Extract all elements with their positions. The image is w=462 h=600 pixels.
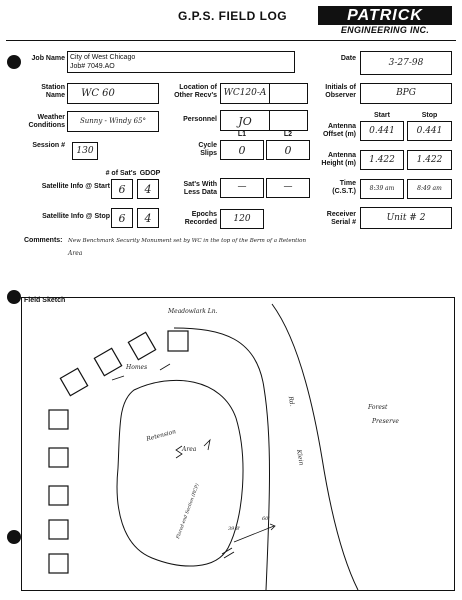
cycle-slips-label-1: Cycle	[198, 142, 217, 149]
gdop-start-value: 4	[144, 183, 152, 196]
homes-arrow-left	[112, 376, 124, 380]
flared-end-label: Flared-end Section (RCP)	[176, 483, 201, 540]
cycle-slips-l2-field[interactable]	[266, 140, 310, 160]
station-name-value: WC 60	[81, 88, 115, 99]
antenna-height-label	[312, 152, 356, 168]
antenna-offset-start-field[interactable]	[360, 121, 404, 141]
antenna-offset-stop-value: 0.441	[416, 126, 443, 136]
time-start-value: 8:39 am	[369, 185, 395, 192]
location-other-value: WC120-A	[223, 88, 267, 98]
antenna-height-start-field[interactable]	[360, 150, 404, 170]
epochs-field[interactable]	[220, 209, 264, 229]
initials-value: BPG	[396, 88, 416, 98]
house-2	[128, 332, 155, 359]
sats-less-label-2: Less Data	[183, 189, 217, 196]
antenna-offset-stop-field[interactable]	[407, 121, 452, 141]
station-name-label	[20, 84, 65, 100]
antenna-offset-label-2: Offset (m)	[322, 131, 356, 138]
comments-line1: New Benchmark Security Monument set by WC in the top of the Berm of a Retention	[68, 238, 306, 244]
gdop-header: GDOP	[139, 170, 161, 177]
form-title: G.P.S. FIELD LOG	[178, 9, 288, 23]
sat-info-start-label: Satellite Info @ Start	[41, 183, 110, 190]
sats-less-data-l2-value: —	[283, 182, 293, 192]
time-start-field[interactable]	[360, 179, 404, 199]
meadowlark-road-inner	[174, 328, 270, 590]
personnel-divider	[269, 111, 270, 130]
sats-stop-value: 6	[118, 212, 126, 225]
location-label-2: Other Recv's	[174, 92, 217, 99]
receiver-serial-field[interactable]	[360, 207, 452, 229]
job-name-field[interactable]	[67, 51, 295, 73]
forest-label-1: Forest	[368, 404, 388, 411]
receiver-label-2: Serial #	[331, 219, 356, 226]
num-sats-header: # of Sat's	[105, 170, 137, 177]
time-label-2: (C.S.T.)	[332, 188, 356, 195]
house-5	[49, 410, 68, 429]
epochs-label	[165, 211, 217, 227]
sats-start-value: 6	[118, 183, 126, 196]
location-other-field[interactable]	[220, 83, 308, 104]
sats-less-label-1: Sat's With	[183, 181, 217, 188]
personnel-value: JO	[238, 115, 252, 128]
field-sketch-area	[21, 297, 455, 591]
time-stop-field[interactable]	[407, 179, 452, 199]
field-sketch-label: Field Sketch	[24, 297, 66, 304]
weather-field[interactable]	[67, 111, 159, 132]
weather-label	[20, 114, 65, 130]
initials-label-2: Observer	[325, 92, 356, 99]
initials-label	[318, 84, 356, 100]
sats-start-field[interactable]	[111, 179, 133, 199]
receiver-serial-label	[312, 211, 356, 227]
header-rule	[6, 40, 456, 41]
klein-rd-label-2: Klein	[295, 449, 305, 466]
l2-header: L2	[283, 131, 293, 138]
sats-stop-field[interactable]	[111, 208, 133, 228]
weather-label-1: Weather	[37, 114, 65, 121]
l1-header: L1	[237, 131, 247, 138]
location-other-label	[165, 84, 217, 100]
sats-less-data-l1-value: —	[237, 182, 247, 192]
cycle-slips-l1-field[interactable]	[220, 140, 264, 160]
forest-label-2: Preserve	[372, 418, 399, 425]
monument-symbol	[204, 440, 210, 450]
cycle-slips-label	[165, 142, 217, 158]
job-name-line2: Job# 7049.AO	[70, 63, 115, 70]
comments-label: Comments:	[24, 237, 63, 244]
initials-field[interactable]	[360, 83, 452, 104]
location-divider	[269, 84, 270, 103]
retention-label-2: Area	[182, 446, 197, 453]
time-label	[312, 180, 356, 196]
punch-hole-middle	[7, 290, 21, 304]
house-7	[49, 486, 68, 505]
epochs-label-2: Recorded	[184, 219, 217, 226]
logo-bottom-text: ENGINEERING INC.	[340, 25, 430, 35]
date-label: Date	[340, 55, 356, 62]
stop-header: Stop	[421, 112, 438, 119]
session-value: 130	[76, 146, 94, 156]
punch-hole-bottom	[7, 530, 21, 544]
gdop-stop-field[interactable]	[137, 208, 159, 228]
weather-label-2: Conditions	[28, 122, 65, 129]
house-6	[49, 448, 68, 467]
station-name-field[interactable]	[67, 83, 159, 104]
job-name-label: Job Name	[31, 55, 65, 62]
location-label-1: Location of	[179, 84, 217, 91]
initials-label-1: Initials of	[325, 84, 356, 91]
time-stop-value: 8:49 am	[417, 185, 442, 192]
personnel-field[interactable]	[220, 110, 308, 131]
meadowlark-label: Meadowlark Ln.	[168, 308, 218, 315]
station-name-label-2: Name	[45, 92, 65, 99]
epochs-label-1: Epochs	[191, 211, 217, 218]
house-4	[60, 368, 87, 395]
start-header: Start	[374, 112, 390, 119]
distance-label-1: 39.8'	[228, 526, 241, 532]
antenna-height-label-2: Height (m)	[321, 160, 356, 167]
comments-line2: Area	[68, 250, 83, 257]
cycle-slips-l2-value: 0	[284, 144, 292, 157]
receiver-serial-value: Unit # 2	[386, 213, 426, 223]
personnel-label: Personnel	[183, 116, 217, 123]
weather-value: Sunny - Windy 65°	[80, 117, 146, 125]
gdop-start-field[interactable]	[137, 179, 159, 199]
sats-less-data-label	[165, 181, 217, 197]
gdop-stop-value: 4	[144, 212, 152, 225]
date-field[interactable]	[360, 51, 452, 75]
distance-label-2: 60'	[262, 516, 270, 522]
sat-info-stop-label: Satellite Info @ Stop	[42, 213, 110, 220]
station-name-label-1: Station	[41, 84, 65, 91]
epochs-value: 120	[233, 214, 251, 224]
sketch-drawing	[22, 298, 454, 590]
house-9	[49, 554, 68, 573]
logo-top-text: PATRICK	[318, 6, 452, 25]
cycle-slips-label-2: Slips	[200, 150, 217, 157]
company-logo	[318, 6, 452, 36]
antenna-height-stop-field[interactable]	[407, 150, 452, 170]
antenna-height-start-value: 1.422	[369, 155, 395, 165]
time-label-1: Time	[339, 180, 356, 187]
antenna-offset-label	[312, 123, 356, 139]
homes-label: Homes	[126, 364, 148, 371]
sats-less-data-l2-field[interactable]	[266, 178, 310, 198]
date-value: 3-27-98	[388, 58, 424, 68]
antenna-height-label-1: Antenna	[328, 152, 356, 159]
sats-less-data-l1-field[interactable]	[220, 178, 264, 198]
cycle-slips-l1-value: 0	[238, 144, 246, 157]
antenna-offset-start-value: 0.441	[369, 126, 395, 136]
klein-road-outer	[272, 304, 358, 590]
job-name-line1: City of West Chicago	[70, 54, 136, 61]
homes-arrow-right	[160, 364, 170, 370]
house-3	[94, 348, 121, 375]
session-label: Session #	[32, 142, 65, 149]
session-field[interactable]	[72, 142, 98, 160]
house-8	[49, 520, 68, 539]
antenna-height-stop-value: 1.422	[416, 155, 443, 165]
punch-hole-top	[7, 55, 21, 69]
retention-label-1: Retension	[145, 428, 177, 443]
antenna-offset-label-1: Antenna	[328, 123, 356, 130]
flared-end-pipe	[222, 548, 234, 558]
receiver-label-1: Receiver	[326, 211, 356, 218]
klein-rd-label-1: Rd.	[286, 395, 296, 408]
house-1	[168, 331, 188, 351]
